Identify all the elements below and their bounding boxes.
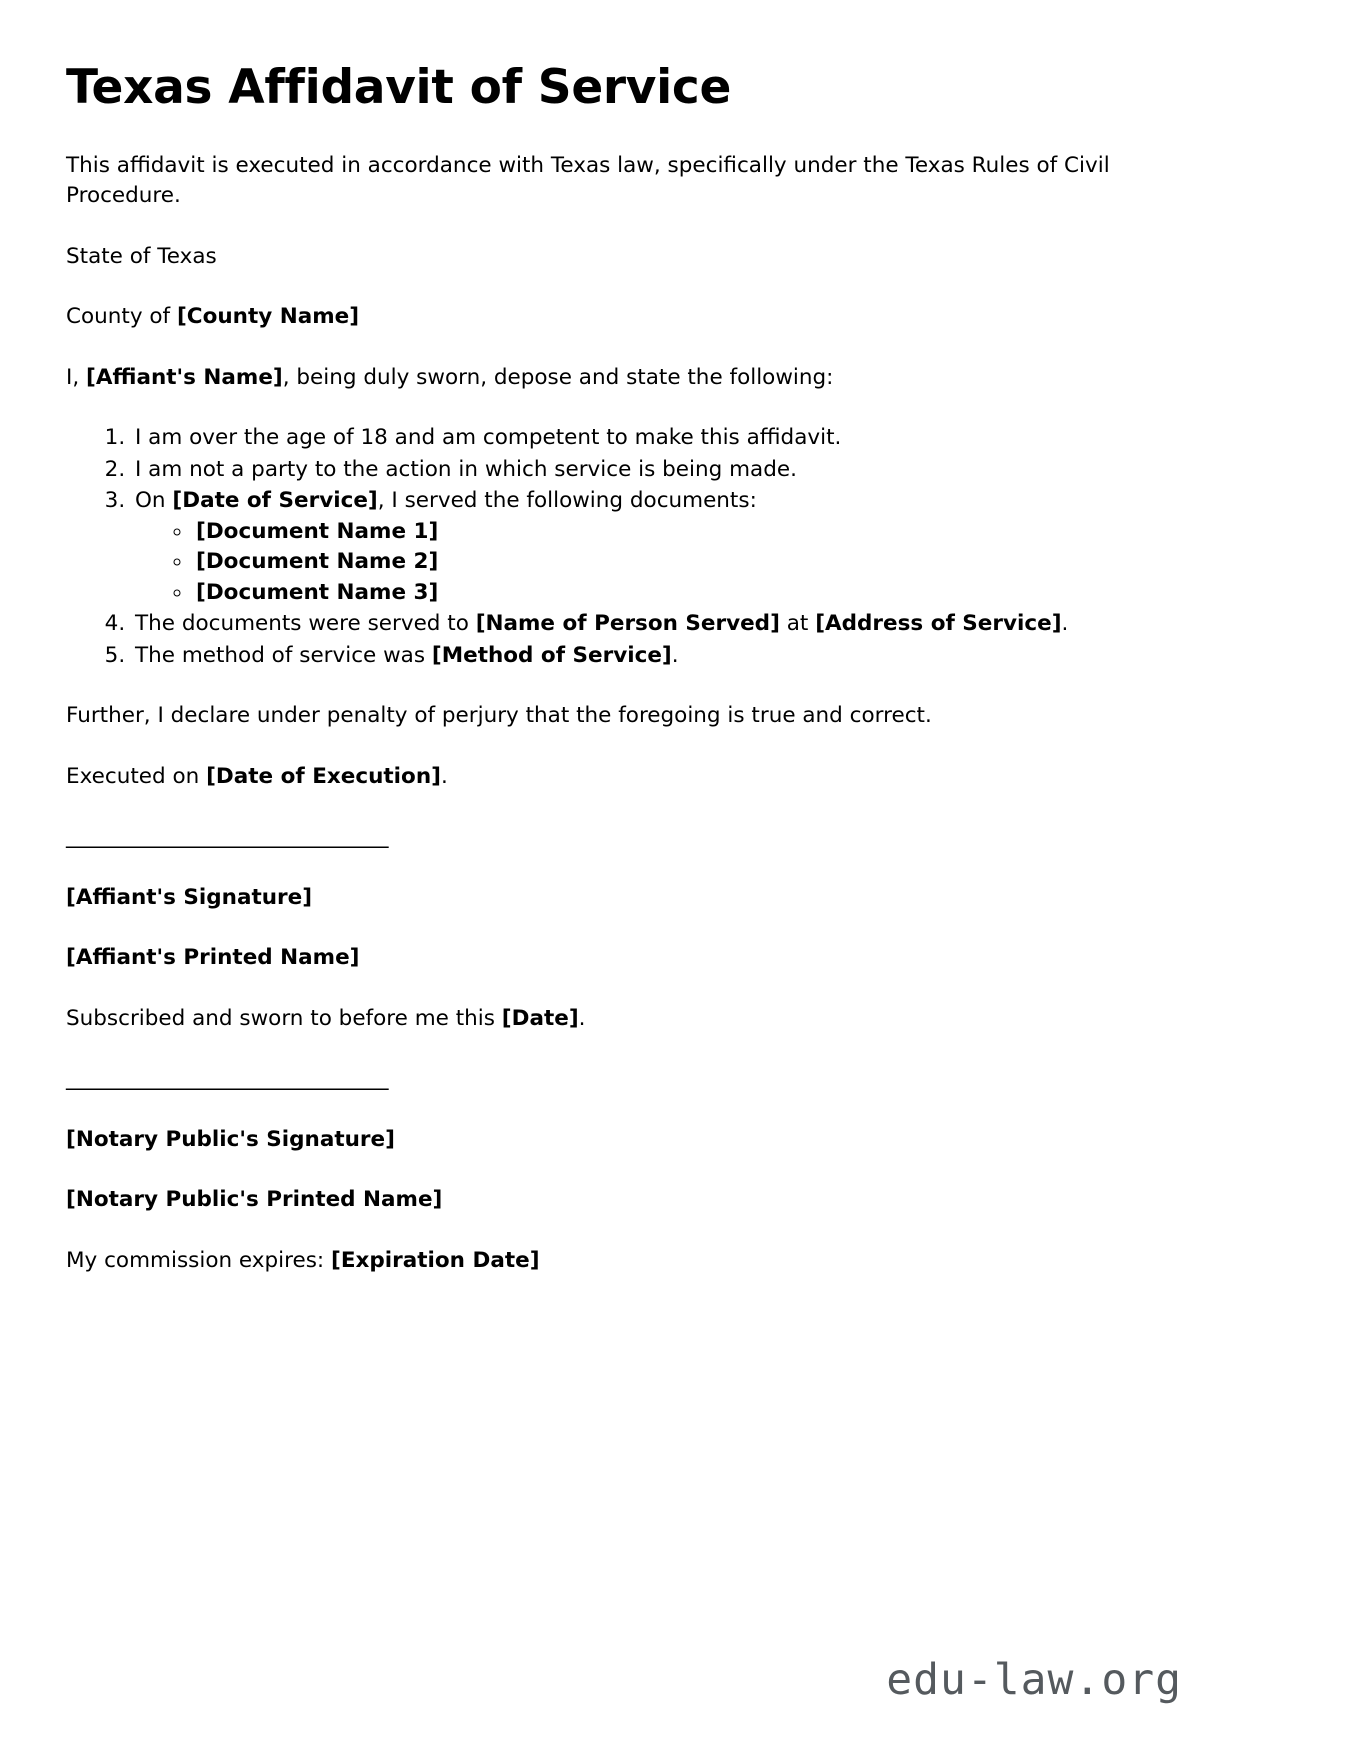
list-item (132, 423, 1194, 454)
address-of-service-placeholder: [Address of Service] (815, 611, 1062, 637)
statement-1-text: I am over the age of 18 and am competent to make this affidavit. (135, 425, 842, 451)
statement-3-suffix: , I served the following documents: (377, 488, 757, 514)
affiant-signature-label (66, 883, 1194, 914)
affiant-signature-rule: ______________________________ (66, 824, 389, 850)
document-name-2-placeholder: [Document Name 2] (196, 549, 439, 575)
affiant-signature-placeholder: [Affiant's Signature] (66, 884, 313, 910)
affiant-printed-name-placeholder: [Affiant's Printed Name] (66, 945, 360, 971)
statement-3-prefix: On (135, 488, 173, 514)
list-item (193, 517, 1194, 548)
declaration-text: Further, I declare under penalty of perjury that the foregoing is true and correct. (66, 703, 932, 729)
notary-signature-rule: ______________________________ (66, 1066, 389, 1092)
date-of-service-placeholder: [Date of Service] (172, 488, 378, 514)
sworn-line (66, 1004, 1194, 1035)
document-name-3-placeholder: [Document Name 3] (196, 579, 439, 605)
county-line (66, 302, 1194, 333)
statement-5-suffix: . (671, 642, 679, 668)
list-item (193, 578, 1194, 609)
statement-2-text: I am not a party to the action in which service is being made. (135, 456, 797, 482)
sworn-date-placeholder: [Date] (501, 1005, 579, 1031)
county-name-placeholder: [County Name] (176, 304, 360, 330)
state-text: State of Texas (66, 243, 217, 269)
state-line (66, 242, 1194, 273)
executed-line (66, 762, 1194, 793)
executed-prefix: Executed on (66, 763, 207, 789)
statement-4-middle: at (779, 611, 816, 637)
affiant-printed-name-label (66, 943, 1194, 974)
method-of-service-placeholder: [Method of Service] (431, 642, 672, 668)
list-item (132, 641, 1194, 672)
sworn-suffix: . (578, 1005, 586, 1031)
list-item (132, 486, 1194, 608)
document-name-1-placeholder: [Document Name 1] (196, 518, 439, 544)
declaration-paragraph (66, 701, 1194, 732)
notary-printed-name-placeholder: [Notary Public's Printed Name] (66, 1187, 443, 1213)
county-prefix: County of (66, 304, 177, 330)
person-served-placeholder: [Name of Person Served] (475, 611, 780, 637)
statement-5-prefix: The method of service was (135, 642, 432, 668)
affiant-name-placeholder: [Affiant's Name] (86, 364, 283, 390)
affiant-intro-line (66, 363, 1194, 394)
notary-printed-name-label (66, 1185, 1194, 1216)
date-of-execution-placeholder: [Date of Execution] (206, 763, 441, 789)
executed-suffix: . (440, 763, 448, 789)
sworn-prefix: Subscribed and sworn to before me this (66, 1005, 502, 1031)
notary-signature-label (66, 1125, 1194, 1156)
affiant-suffix: , being duly sworn, depose and state the following: (282, 364, 834, 390)
notary-signature-placeholder: [Notary Public's Signature] (66, 1126, 395, 1152)
statement-4-prefix: The documents were served to (135, 611, 476, 637)
commission-expiry-line (66, 1246, 1194, 1277)
commission-prefix: My commission expires: (66, 1247, 332, 1273)
site-watermark: edu-law.org (886, 1655, 1182, 1705)
expiration-date-placeholder: [Expiration Date] (331, 1247, 540, 1273)
statements-list (66, 423, 1194, 671)
page-title: Texas Affidavit of Service (66, 60, 732, 115)
affiant-prefix: I, (66, 364, 87, 390)
list-item (132, 609, 1194, 640)
served-documents-list (135, 517, 1194, 609)
intro-text: This affidavit is executed in accordance with Texas law, specifically under the Texas Rules of Civil Procedure. (66, 152, 1110, 209)
list-item (132, 455, 1194, 486)
statement-4-suffix: . (1061, 611, 1069, 637)
list-item (193, 547, 1194, 578)
intro-paragraph (66, 151, 1194, 212)
